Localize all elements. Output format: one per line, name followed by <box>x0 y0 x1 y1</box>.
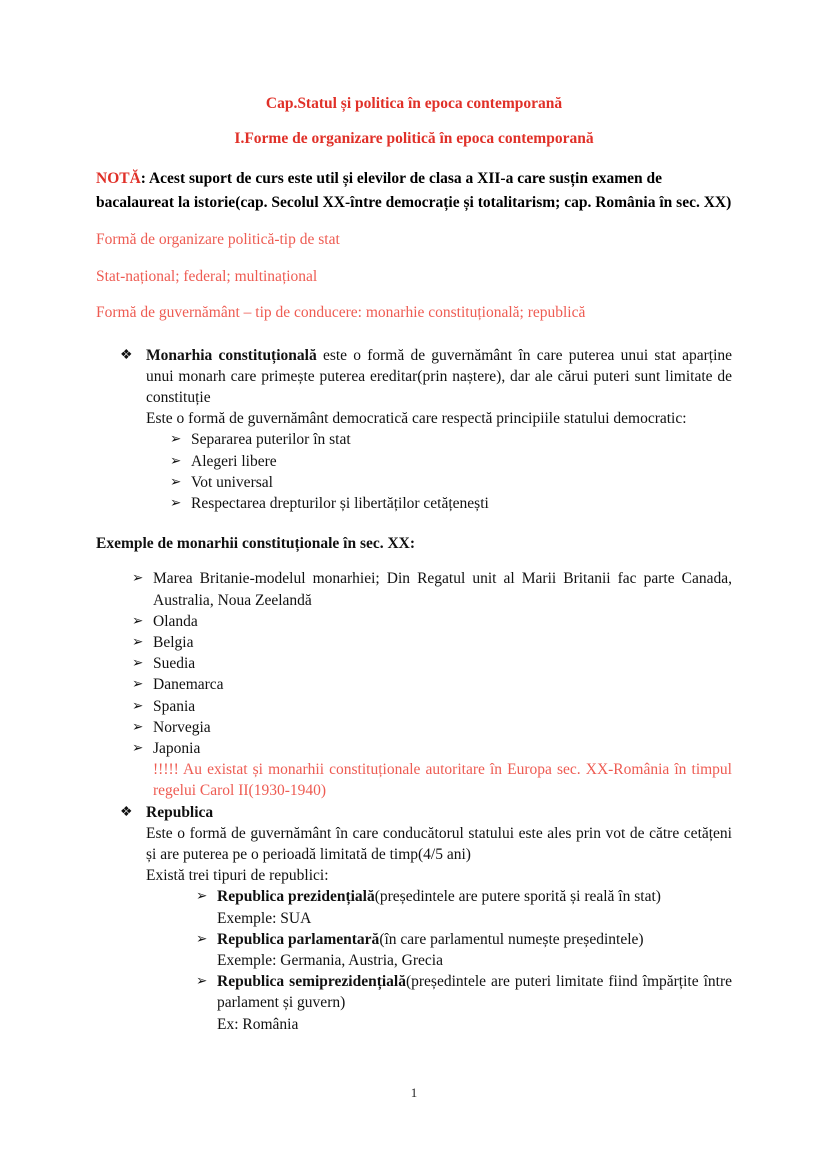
document-body <box>96 96 732 1035</box>
page-number: 1 <box>410 1085 418 1100</box>
list-item <box>196 886 732 928</box>
list-item-label: Japonia <box>153 739 201 757</box>
arrow-bullet-icon: ➢ <box>132 676 144 693</box>
list-item-label: Olanda <box>153 612 198 630</box>
republic-types-intro: Există trei tipuri de republici: <box>146 867 329 885</box>
republic-type-name: Republica prezidențială <box>217 888 375 906</box>
republic-type-detail: (președintele are putere sporită și reală în stat) <box>374 888 661 906</box>
monarchy-definition: este o formă de guvernământ în care puterea unui stat aparține unui monarh care primește puterea ereditar(prin naștere), dar ale cărui puteri sunt limitate de constituție <box>146 346 733 406</box>
red-line-state-types: Stat-național; federal; multinațional <box>96 267 318 285</box>
monarchy-term: Monarhia constituțională <box>146 346 317 364</box>
list-item-label: Spania <box>153 697 196 715</box>
republic-type-examples: Exemple: SUA <box>217 909 312 927</box>
list-item <box>132 738 732 759</box>
arrow-bullet-icon: ➢ <box>196 930 208 947</box>
arrow-bullet-icon: ➢ <box>170 452 182 469</box>
monarchy-secondary-line: Este o formă de guvernământ democratică care respectă principiile statului democratic: <box>146 410 687 428</box>
monarchy-definition-paragraph <box>146 345 732 409</box>
list-item <box>170 493 732 514</box>
arrow-bullet-icon: ➢ <box>132 718 144 735</box>
monarchy-examples-list <box>132 568 732 759</box>
arrow-bullet-icon: ➢ <box>170 431 182 448</box>
arrow-bullet-icon: ➢ <box>132 739 144 756</box>
list-item-label: Vot universal <box>191 473 273 491</box>
chapter-title: Cap.Statul și politica în epoca contemporană <box>265 95 563 112</box>
republic-type-detail: (președintele are puteri limitate fiind împărțite între parlament și guvern) <box>217 973 732 1012</box>
arrow-bullet-icon: ➢ <box>196 888 208 905</box>
arrow-bullet-icon: ➢ <box>132 697 144 714</box>
list-item-label: Danemarca <box>153 676 224 694</box>
arrow-bullet-icon: ➢ <box>170 494 182 511</box>
republic-definition: Este o formă de guvernământ în care conducătorul statului este ales prin vot de către cetățeni și are puterea pe o perioadă limitată de timp(4/5 ani) <box>146 824 732 863</box>
section-title: I.Forme de organizare politică în epoca contemporană <box>234 129 594 147</box>
list-item <box>132 632 732 653</box>
list-item <box>132 653 732 674</box>
arrow-bullet-icon: ➢ <box>132 612 144 629</box>
list-item <box>132 674 732 695</box>
note-block <box>96 167 732 214</box>
republic-types-list <box>196 886 732 1034</box>
democratic-principles-list <box>170 429 732 514</box>
list-item-label: Marea Britanie-modelul monarhiei; Din Regatul unit al Marii Britanii fac parte Canada, Australia, Noua Zeelandă <box>153 570 732 609</box>
examples-heading: Exemple de monarhii constituționale în sec. XX: <box>96 535 416 553</box>
republic-type-detail: (în care parlamentul numește președintele) <box>379 930 644 948</box>
list-item <box>196 929 732 971</box>
arrow-bullet-icon: ➢ <box>132 633 144 650</box>
note-text: : Acest suport de curs este util și elevilor de clasa a XII-a care susțin examen de bacalaureat la istorie(cap. Secolul XX-între democrație și totalitarism; cap. România în sec. XX) <box>96 170 732 211</box>
list-item-label: Alegeri libere <box>191 452 277 470</box>
authoritarian-monarchy-warning: !!!!! Au existat și monarhii constituționale autoritare în Europa sec. XX-România în timpul regelui Carol II(1930-1940) <box>153 761 732 800</box>
list-item <box>132 568 732 610</box>
red-line-state-organization: Formă de organizare politică-tip de stat <box>96 231 340 248</box>
red-line-government-forms: Formă de guvernământ – tip de conducere: monarhie constituțională; republică <box>96 304 586 321</box>
republic-bullet-item <box>96 802 732 887</box>
arrow-bullet-icon: ➢ <box>132 655 144 672</box>
list-item-label: Belgia <box>153 633 194 651</box>
list-item <box>196 971 732 1035</box>
diamond-bullet-icon: ❖ <box>120 804 133 820</box>
list-item <box>132 717 732 738</box>
list-item-label: Separarea puterilor în stat <box>191 431 351 449</box>
monarchy-bullet-item <box>96 345 732 430</box>
arrow-bullet-icon: ➢ <box>196 973 208 990</box>
arrow-bullet-icon: ➢ <box>170 473 182 490</box>
list-item <box>170 451 732 472</box>
list-item <box>132 696 732 717</box>
list-item <box>132 611 732 632</box>
republic-type-name: Republica semiprezidențială <box>217 973 406 991</box>
diamond-bullet-icon: ❖ <box>120 347 133 363</box>
list-item <box>170 429 732 450</box>
republic-type-name: Republica parlamentară <box>217 930 380 948</box>
arrow-bullet-icon: ➢ <box>132 570 144 587</box>
list-item-label: Suedia <box>153 655 196 673</box>
republic-term: Republica <box>146 803 214 821</box>
list-item-label: Norvegia <box>153 718 211 736</box>
list-item <box>170 472 732 493</box>
republic-type-examples: Exemple: Germania, Austria, Grecia <box>217 951 443 969</box>
list-item-label: Respectarea drepturilor și libertăților cetățenești <box>191 494 489 512</box>
republic-type-examples: Ex: România <box>217 1015 299 1033</box>
note-label: NOTĂ <box>96 170 141 187</box>
